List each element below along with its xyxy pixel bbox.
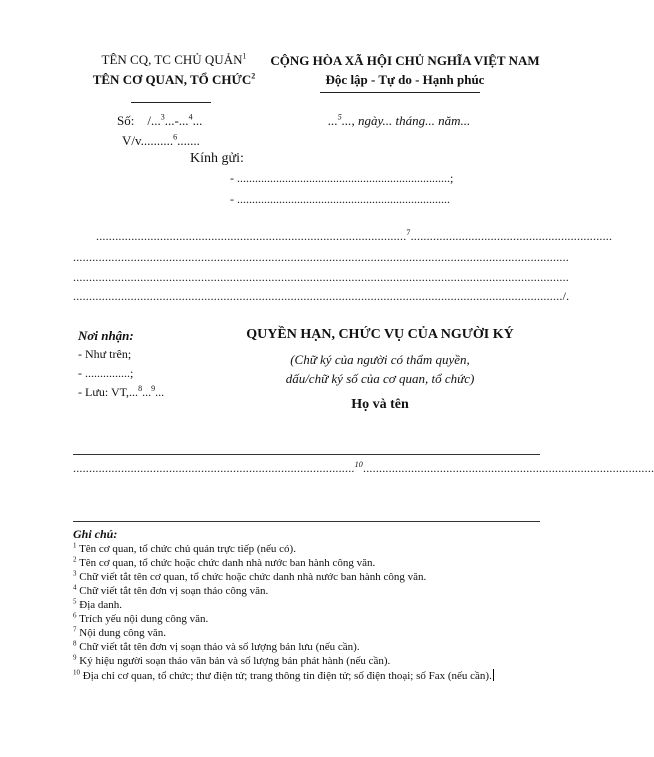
country-name: CỘNG HÒA XÃ HỘI CHỦ NGHĨA VIỆT NAM xyxy=(270,53,540,68)
recipient-line-1: - .......................................................................; xyxy=(230,171,454,185)
noi-nhan-item-2: - ...............; xyxy=(78,366,134,380)
body-line-3: ........................................................................................................................................................... xyxy=(73,270,569,284)
agency-underline xyxy=(131,102,211,103)
note-item: $^1$ Tên cơ quan, tổ chức chủ quản trực tiếp (nếu có). xyxy=(73,541,296,555)
recipient-line-2: - ....................................................................... xyxy=(230,192,450,206)
note-item: $^4$ Chữ viết tắt tên đơn vị soạn thảo công văn. xyxy=(73,583,269,597)
signature-note-1: (Chữ ký của người có thẩm quyền, xyxy=(290,352,470,367)
noi-nhan-item-1: - Như trên; xyxy=(78,347,132,361)
noi-nhan-label: Nơi nhận: xyxy=(78,328,134,343)
note-item: $^6$ Trích yếu nội dung công văn. xyxy=(73,611,209,625)
signer-name: Họ và tên xyxy=(351,397,409,412)
signature-note-2: dấu/chữ ký số của cơ quan, tổ chức) xyxy=(285,371,475,386)
note-item: $^5$ Địa danh. xyxy=(73,597,123,611)
notes-heading: Ghi chú: xyxy=(73,527,118,541)
motto: Độc lập - Tự do - Hạnh phúc xyxy=(325,72,485,87)
body-line-4: ........................................................................................................................................................./. xyxy=(73,289,570,303)
signer-title: QUYỀN HẠN, CHỨC VỤ CỦA NGƯỜI KÝ xyxy=(246,327,514,342)
noi-nhan-item-3: - Lưu: VT,...$^8$...$^9$... xyxy=(78,384,165,399)
note-item: $^2$ Tên cơ quan, tổ chức hoặc chức danh nhà nước ban hành công văn. xyxy=(73,555,376,569)
body-line-1: .................................................................................................$^7$............................................................... xyxy=(96,228,613,243)
text-cursor xyxy=(493,669,494,681)
note-item: $^{10}$ Địa chỉ cơ quan, tổ chức; thư điện tử; trang thông tin điện tử; số điện thoại; số Fax (nếu cần). xyxy=(73,668,492,682)
recipient-label: Kính gửi: xyxy=(190,151,244,166)
footer-rule-top xyxy=(73,454,540,455)
motto-underline xyxy=(320,92,480,93)
note-item: $^9$ Ký hiệu người soạn thảo văn bản và số lượng bản phát hành (nếu cần). xyxy=(73,653,391,667)
note-item: $^3$ Chữ viết tắt tên cơ quan, tổ chức hoặc chức danh nhà nước ban hành công văn. xyxy=(73,569,427,583)
body-line-2: ........................................................................................................................................................... xyxy=(73,250,569,264)
footer-rule-bottom xyxy=(73,521,540,522)
document-number: Số: /...$^3$...-...$^4$... xyxy=(117,112,203,128)
subject-summary: V/v..........$^6$....... xyxy=(122,132,200,148)
agency-parent: TÊN CQ, TC CHỦ QUẢN$^1$ xyxy=(101,51,247,67)
place-date: ...$^5$..., ngày... tháng... năm... xyxy=(328,112,471,128)
note-item: $^8$ Chữ viết tắt tên đơn vị soạn thảo và số lượng bản lưu (nếu cần). xyxy=(73,639,360,653)
footer-address-line: ........................................................................................$^{10}$........................................................................................... xyxy=(73,460,654,475)
note-item: $^7$ Nội dung công văn. xyxy=(73,625,167,639)
agency-name: TÊN CƠ QUAN, TỔ CHỨC$^2$ xyxy=(92,71,256,87)
